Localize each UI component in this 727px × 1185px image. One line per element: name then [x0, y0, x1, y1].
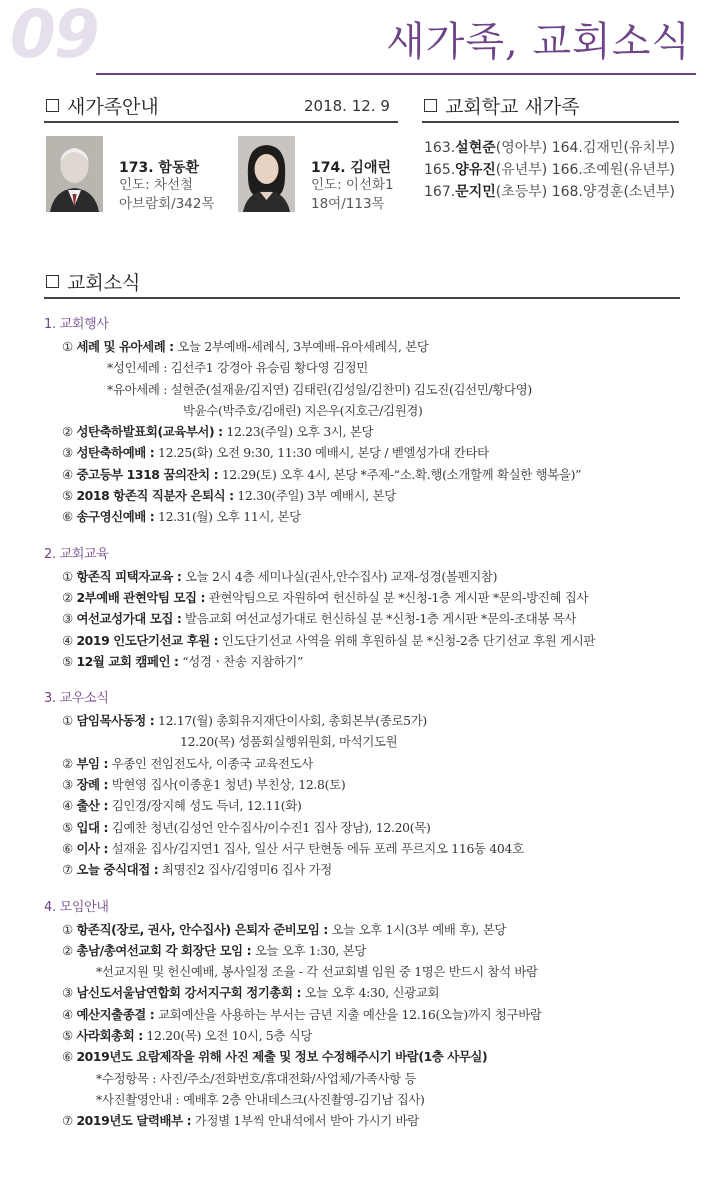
- list-item: ② 성탄축하발표회(교육부서) : 12.23(주일) 오후 3시, 본당: [62, 424, 374, 440]
- section-title: 4. 모임안내: [44, 899, 109, 915]
- person-group: 18여/113목: [311, 196, 385, 212]
- list-item-note: *사진촬영안내 : 예배후 2층 안내데스크(사진촬영-김기남 집사): [96, 1091, 425, 1107]
- checkbox-bullet-icon: [46, 275, 59, 288]
- list-item: ⑤ 12월 교회 캠페인 : “성경ㆍ찬송 지참하기”: [62, 653, 303, 669]
- checkbox-bullet-icon: [46, 99, 59, 112]
- list-item: ④ 2019 인도단기선교 후원 : 인도단기선교 사역을 위해 후원하실 분 *신청-2층 단기선교 후원 게시판: [62, 632, 596, 648]
- page-number: 09: [10, 0, 98, 73]
- list-item: ④ 출산 : 김인경/장지혜 성도 득녀, 12.11(화): [62, 798, 302, 814]
- person-name: 173. 함동환: [119, 160, 199, 176]
- list-item-note: 박윤수(박주호/김애린) 지은우(지호근/김원경): [183, 402, 423, 418]
- list-item-note: 12.20(목) 성품회실행위원회, 마석기도원: [180, 734, 398, 750]
- person-guide: 인도: 이선화1: [311, 177, 394, 193]
- new-family-heading: [46, 95, 159, 119]
- person-info: [119, 176, 215, 214]
- person-photo: [238, 136, 295, 212]
- list-item: ④ 중고등부 1318 꿈의잔치 : 12.29(토) 오후 4시, 본당 *주제-“소.확.행(소개할께 확실한 행복을)”: [62, 466, 582, 482]
- new-family-heading-text: 새가족안내: [67, 96, 159, 118]
- list-item: ⑤ 2018 항존직 직분자 은퇴식 : 12.30(주일) 3부 예배시, 본당: [62, 488, 396, 504]
- news-heading-text: 교회소식: [67, 272, 141, 294]
- list-item: ③ 성탄축하예배 : 12.25(화) 오전 9:30, 11:30 예배시, 본당 / 벧엘성가대 칸타타: [62, 445, 489, 461]
- church-school-rule: [422, 121, 679, 123]
- list-item-note: *수정항목 : 사진/주소/전화번호/휴대전화/사업체/가족사항 등: [96, 1070, 417, 1086]
- person-photo-icon: [46, 136, 103, 212]
- list-item-note: *선교지원 및 헌신예배, 봉사일정 조율 - 각 선교회별 임원 중 1명은 반드시 참석 바람: [96, 964, 538, 980]
- list-item: ① 세례 및 유아세례 : 오늘 2부예배-세례식, 3부예배-유아세례식, 본당: [62, 339, 429, 354]
- new-family-rule: [44, 121, 398, 123]
- list-item: ① 항존직(장로, 권사, 안수집사) 은퇴자 준비모임 : 오늘 오후 1시(3부 예배 후), 본당: [62, 921, 507, 937]
- list-item: ⑥ 송구영신예배 : 12.31(월) 오후 11시, 본당: [62, 509, 301, 525]
- news-heading: [46, 271, 140, 295]
- person-name: 174. 김애린: [311, 160, 391, 176]
- person-guide: 인도: 차선철: [119, 177, 194, 193]
- news-rule: [44, 297, 680, 299]
- list-item: ③ 남신도서울남연합회 강서지구회 정기총회 : 오늘 오후 4:30, 신광교회: [62, 985, 440, 1001]
- person-group: 아브람회/342목: [119, 196, 215, 212]
- list-item: ④ 예산지출종결 : 교회예산을 사용하는 부서는 금년 지출 예산을 12.16(오늘)까지 청구바람: [62, 1006, 542, 1022]
- church-school-list: [424, 137, 675, 203]
- list-item: ① 항존직 피택자교육 : 오늘 2시 4층 세미나실(권사,안수집사) 교재-성경(볼펜지참): [62, 568, 498, 584]
- list-item: ② 부임 : 우종인 전임전도사, 이종국 교육전도사: [62, 755, 313, 771]
- list-item: 163.설현준(영아부) 164.김재민(유치부): [424, 140, 675, 156]
- list-item: 165.양유진(유년부) 166.조예원(유년부): [424, 162, 675, 178]
- list-item-note: *성인세례 : 김선주1 강경아 유승림 황다영 김정민: [107, 360, 368, 376]
- title-rule: [96, 73, 696, 75]
- list-item: ⑦ 2019년도 달력배부 : 가정별 1부씩 안내석에서 받아 가시기 바람: [62, 1113, 419, 1129]
- list-item: ③ 여선교성가대 모집 : 발음교회 여선교성가대로 헌신하실 분 *신청-1층 게시판 *문의-조대봉 목사: [62, 611, 577, 627]
- church-school-heading-text: 교회학교 새가족: [445, 96, 580, 118]
- section-title: 2. 교회교육: [44, 546, 109, 562]
- new-family-date: 2018. 12. 9: [304, 97, 390, 115]
- person-photo-icon: [238, 136, 295, 212]
- list-item: ⑥ 이사 : 설재윤 집사/김지연1 집사, 일산 서구 탄현동 에듀 포레 푸르지오 116동 404호: [62, 840, 524, 856]
- news-body: [44, 314, 714, 1132]
- list-item: ⑤ 사라회총회 : 12.20(목) 오전 10시, 5층 식당: [62, 1028, 313, 1044]
- section-title: 3. 교우소식: [44, 691, 109, 707]
- checkbox-bullet-icon: [424, 99, 437, 112]
- list-item: ⑥ 2019년도 요람제작을 위해 사진 제출 및 정보 수정해주시기 바람(1층 사무실): [62, 1049, 488, 1065]
- list-item: ⑤ 입대 : 김예찬 청년(김성언 안수집사/이수진1 집사 장남), 12.20(목): [62, 819, 431, 835]
- list-item: ③ 장례 : 박현영 집사(이종훈1 청년) 부친상, 12.8(토): [62, 777, 346, 793]
- list-item-note: *유아세례 : 설현준(설재윤/김지연) 김태린(김성일/김찬미) 김도진(김선민/황다영): [107, 381, 532, 397]
- church-school-heading: [424, 95, 580, 119]
- list-item: ② 2부예배 관현악팀 모집 : 관현악팀으로 자원하여 헌신하실 분 *신청-1층 게시판 *문의-방진혜 집사: [62, 589, 589, 605]
- person-info: [311, 176, 394, 214]
- list-item: 167.문지민(초등부) 168.양경훈(소년부): [424, 184, 675, 200]
- person-photo: [46, 136, 103, 212]
- list-item: ② 총남/총여선교회 각 회장단 모임 : 오늘 오후 1:30, 본당: [62, 942, 367, 958]
- page-title: 새가족, 교회소식: [386, 19, 691, 65]
- list-item: ① 담임목사동정 : 12.17(월) 총회유지재단이사회, 총회본부(종로5가): [62, 713, 427, 729]
- list-item: ⑦ 오늘 중식대접 : 최명진2 집사/김영미6 집사 가정: [62, 862, 332, 878]
- section-title: 1. 교회행사: [44, 317, 109, 332]
